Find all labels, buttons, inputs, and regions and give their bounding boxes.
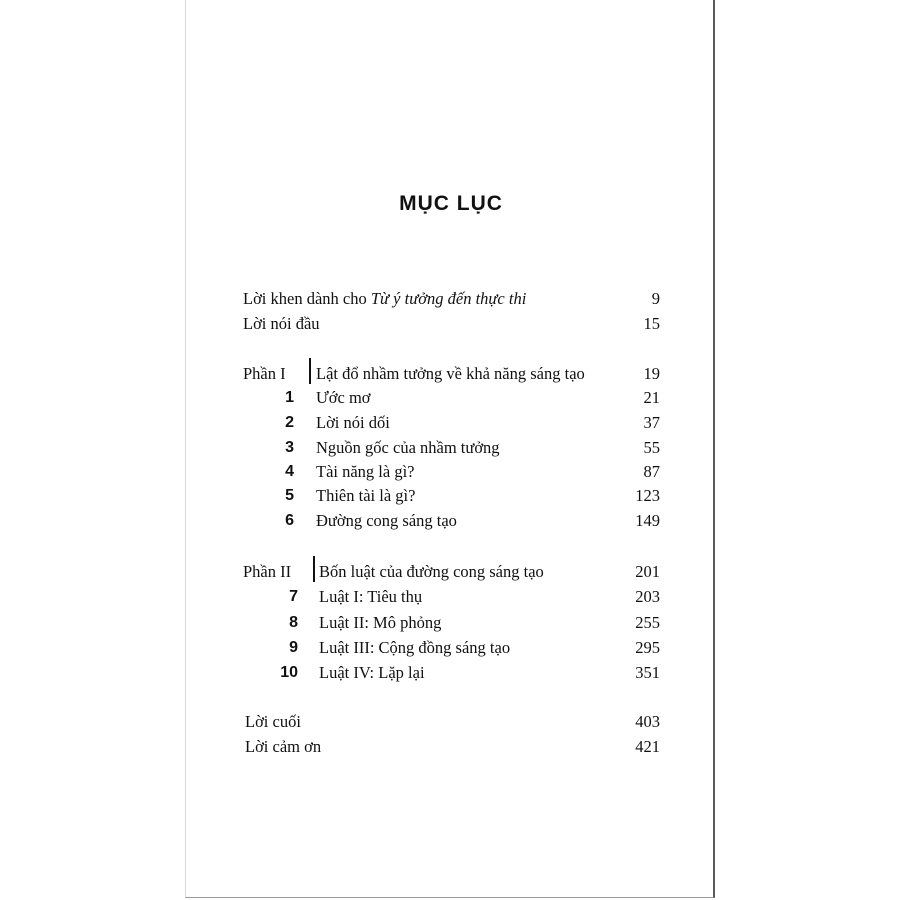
book-page: [185, 0, 715, 898]
toc-entry-label: Lời cuối: [245, 712, 301, 731]
chapter-number: 4: [285, 463, 294, 480]
toc-chapter: [243, 436, 660, 460]
toc-chapter: [243, 611, 660, 635]
toc-chapter: [243, 636, 660, 660]
part-divider: [313, 556, 315, 582]
chapter-title: Lời nói dối: [316, 413, 390, 432]
chapter-number: 9: [289, 639, 298, 656]
toc-part-label: Phần I: [243, 364, 286, 383]
toc-entry: [245, 710, 660, 734]
toc-part-title: Bốn luật của đường cong sáng tạo: [319, 562, 544, 581]
chapter-page: 123: [635, 486, 660, 505]
toc-chapter: [243, 386, 660, 410]
chapter-title: Luật III: Cộng đồng sáng tạo: [319, 638, 511, 657]
toc-chapter: [243, 509, 660, 533]
chapter-page: 55: [643, 438, 660, 457]
toc-chapter: [243, 661, 660, 685]
chapter-page: 295: [635, 638, 660, 657]
toc-part-title: Lật đổ nhầm tưởng về khả năng sáng tạo: [316, 364, 585, 383]
chapter-title: Thiên tài là gì?: [316, 486, 416, 505]
toc-part-page: 201: [635, 562, 660, 581]
chapter-number: 2: [285, 414, 294, 431]
chapter-title: Luật IV: Lặp lại: [319, 663, 425, 682]
toc-part-page: 19: [643, 364, 660, 383]
chapter-page: 255: [635, 613, 660, 632]
part-divider: [309, 358, 311, 384]
chapter-title: Luật II: Mô phỏng: [319, 613, 442, 632]
chapter-page: 87: [643, 462, 660, 481]
chapter-page: 37: [643, 413, 660, 432]
chapter-number: 1: [285, 389, 294, 406]
toc-chapter: [243, 411, 660, 435]
toc-entry-label: Lời nói đầu: [243, 314, 320, 333]
toc-entry-page: 9: [651, 289, 660, 308]
toc-chapter: [243, 460, 660, 484]
chapter-number: 6: [285, 512, 294, 529]
toc-entry-page: 403: [635, 712, 660, 731]
chapter-page: 149: [635, 511, 660, 530]
toc-chapter: [243, 585, 660, 609]
toc-entry-label: Lời khen dành cho Từ ý tưởng đến thực thi: [243, 289, 527, 308]
toc-part: [243, 560, 660, 584]
chapter-title: Luật I: Tiêu thụ: [319, 587, 423, 606]
toc-entry-page: 421: [635, 737, 660, 756]
page-title: MỤC LỤC: [399, 192, 503, 215]
toc-entry-label: Lời cảm ơn: [245, 737, 322, 756]
chapter-page: 21: [643, 388, 660, 407]
chapter-title: Tài năng là gì?: [316, 462, 415, 481]
chapter-number: 5: [285, 487, 294, 504]
chapter-page: 203: [635, 587, 660, 606]
chapter-number: 8: [289, 614, 298, 631]
chapter-title: Ước mơ: [316, 388, 371, 407]
chapter-title: Đường cong sáng tạo: [316, 511, 457, 530]
toc-chapter: [243, 484, 660, 508]
toc-entry: [243, 287, 660, 311]
chapter-number: 3: [285, 439, 294, 456]
toc-entry: [243, 312, 660, 336]
chapter-page: 351: [635, 663, 660, 682]
chapter-number: 10: [280, 664, 298, 681]
toc-part-label: Phần II: [243, 562, 292, 581]
chapter-number: 7: [289, 588, 298, 605]
toc-entry-page: 15: [643, 314, 660, 333]
toc-part: [243, 362, 660, 386]
chapter-title: Nguồn gốc của nhầm tưởng: [316, 438, 500, 457]
toc-entry: [245, 735, 660, 759]
